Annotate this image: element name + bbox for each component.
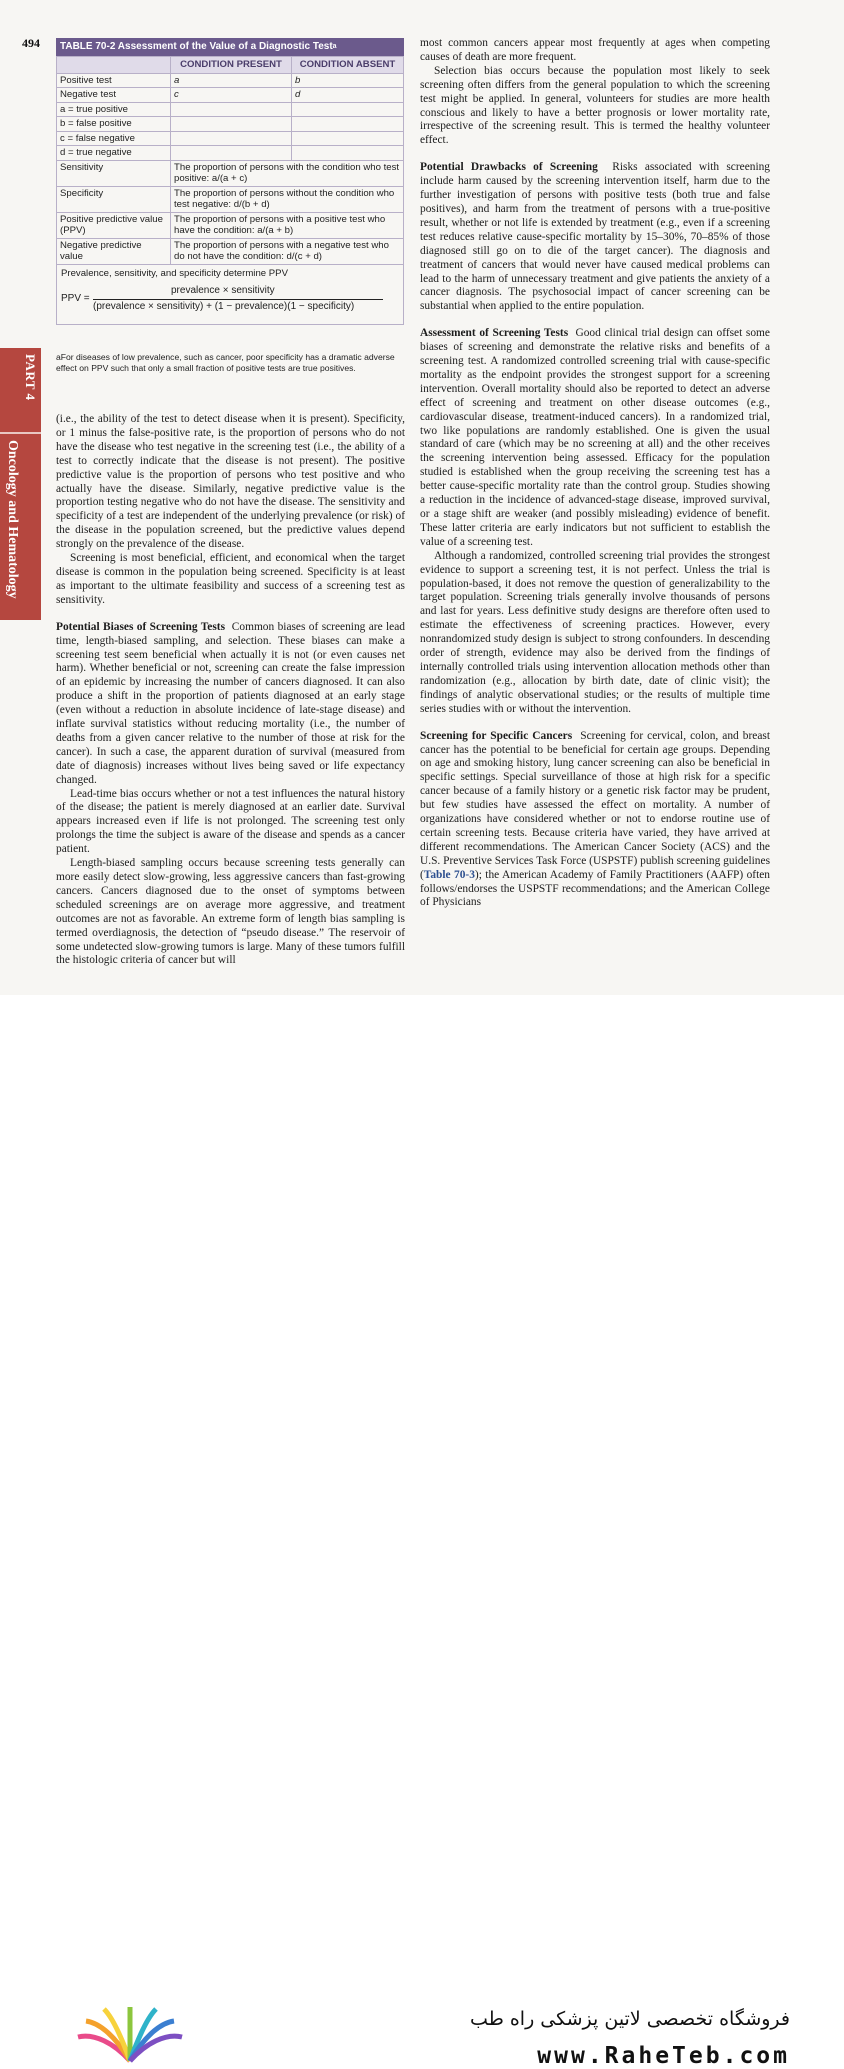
- formula-lhs: PPV =: [61, 292, 90, 304]
- section-assessment: Assessment of Screening Tests Good clinical trial design can offset some biases of screening and demonstrate the relative risks and benefits of a screening test. A randomized controlled screening trial with cause-specific mortality as the endpoint provides the strongest support for a screening intervention. Overall mortality should also be reported to detect an adverse effect of screening and treatment on other disease outcomes (e.g., cardiovascular disease, treatment-induced cancers). In a randomized trial, two like populations are randomly established. One is given the usual standard of care (which may be no screening at all) and the other receives the screening intervention being assessed. Efficacy for the population studied is established when the group receiving the screening test has a better cause-specific mortality rate than the control group. Studies showing a reduction in the incidence of advanced-stage disease, improved survival, or a stage shift are weaker (and possibly misleading) evidence of benefit. These latter criteria are early indicators but not sufficient to establish the value of a screening test.: [420, 327, 770, 548]
- part-side-tab: [0, 348, 41, 620]
- paragraph: Screening is most beneficial, efficient, and economical when the target disease is common in the population being screened. Specificity is at least as important to the ultimate feasibility and success of a screening test as sensitivity.: [56, 552, 405, 606]
- paragraph: Although a randomized, controlled screening trial provides the strongest evidence to support a screening test, it is not perfect. Unless the trial is population-based, it does not remove the question of generalizability to the target population. Screening trials generally involve thousands of persons and last for years. Less definitive study designs are therefore often used to estimate the effectiveness of screening practices. However, every nonrandomized study design is subject to strong confounders. In descending order of strength, evidence may also be derived from the findings of internally controlled trials using intervention allocation methods other than randomization (e.g., allocation by birth date, date of clinic visit); the findings of analytic observational studies; or the results of multiple time series studies with or without the intervention.: [420, 549, 770, 715]
- section-heading: Screening for Specific Cancers: [420, 729, 573, 742]
- table-row: d = true negative: [57, 146, 404, 161]
- table-header-present: CONDITION PRESENT: [171, 57, 292, 74]
- left-column: [56, 413, 405, 968]
- table-row: a = true positive: [57, 102, 404, 117]
- paragraph: (i.e., the ability of the test to detect disease when it is present). Specificity, or 1 minus the false-positive rate, is the proportion of persons who do not have the disease who test negative in the screening test (i.e., the ability of a test to correctly indicate that the disease is not present). The positive predictive value is the proportion of persons who test positive and who actually have the disease. Similarly, negative predictive value is the proportion testing negative who do not have the disease. The sensitivity and specificity of a test are independent of the underlying prevalence (or risk) of the disease in the population screened, but the predictive values depend strongly on the prevalence of the disease.: [56, 413, 405, 551]
- paragraph: Length-biased sampling occurs because screening tests generally can more easily detect slow-growing, less aggressive cancers than fast-growing cancers. Cancers diagnosed due to the onset of symptoms between scheduled screenings are on average more aggressive, and treatment outcomes are not as favorable. An extreme form of length bias sampling is termed overdiagnosis, the detection of “pseudo disease.” The reservoir of some undetected slow-growing tumors is large. Many of these tumors fulfill the histologic criteria of cancer but will: [56, 857, 405, 967]
- table-grid: [56, 56, 404, 265]
- section-drawbacks: Potential Drawbacks of Screening Risks associated with screening include harm caused by the screening intervention itself, harm due to the further investigation of persons with positive tests (both true and false positives), and harm from the treatment of persons with a true-positive result, whether or not life is extended by treatment (e.g., even if a screening test reduces relative cause-specific mortality by 15–30%, 70–85% of those diagnosed still go on to die of the target cancer). The diagnosis and treatment of cancers that would never have caused medical problems can lead to the harm of unnecessary treatment and give patients the anxiety of a cancer diagnosis. The psychosocial impact of cancer screening can be substantial when applied to the entire population.: [420, 161, 770, 313]
- side-tab-divider: [0, 432, 41, 434]
- section-heading: Potential Drawbacks of Screening: [420, 161, 598, 174]
- part-title: Oncology and Hematology: [5, 440, 20, 599]
- formula-denominator: (prevalence × sensitivity) + (1 − prevalence)(1 − specificity): [93, 300, 355, 312]
- fraction-bar: [93, 299, 383, 300]
- book-logo-icon: [74, 2003, 186, 2065]
- section-heading: Potential Biases of Screening Tests: [56, 620, 226, 633]
- paragraph: most common cancers appear most frequently at ages when competing causes of death are more frequent.: [420, 37, 770, 63]
- definition-row: Specificity The proportion of persons without the condition who test negative: d/(b + d): [57, 186, 404, 212]
- section-heading: Assessment of Screening Tests: [420, 327, 569, 340]
- definition-row: Sensitivity The proportion of persons with the condition who test positive: a/(a + c): [57, 160, 404, 186]
- right-column: [420, 37, 770, 910]
- shop-name: فروشگاه تخصصی لاتین پزشکی راه طب: [470, 2008, 790, 2030]
- table-row: Positive test a b: [57, 73, 404, 88]
- table-footnote: aFor diseases of low prevalence, such as cancer, poor specificity has a dramatic adverse effect on PPV such that only a small fraction of positive tests are true positives.: [56, 352, 395, 373]
- table-row: Negative test c d: [57, 88, 404, 103]
- page-number: 494: [22, 36, 40, 50]
- watermark-banner: [0, 995, 844, 2069]
- website: www.RaheTeb.com: [537, 2043, 790, 2069]
- table-header-absent: CONDITION ABSENT: [292, 57, 404, 74]
- paragraph: Selection bias occurs because the population most likely to seek screening often differs from the general population to which the screening test might be applied. In general, volunteers for studies are more health conscious and likely to have a better prognosis or lower mortality rate, irrespective of the screening result. This is termed the healthy volunteer effect.: [420, 64, 770, 147]
- table-70-3-link[interactable]: Table 70-3: [423, 868, 475, 881]
- ppv-formula: [61, 285, 391, 313]
- table-header-row: [57, 57, 404, 74]
- definition-row: Negative predictive value The proportion of persons with a negative test who do not have the condition: d/(c + d): [57, 238, 404, 264]
- formula-numerator: prevalence × sensitivity: [171, 284, 275, 296]
- prevalence-note: Prevalence, sensitivity, and specificity determine PPV: [61, 267, 288, 279]
- table-header-blank: [57, 57, 171, 74]
- section-specific: Screening for Specific Cancers Screening for cervical, colon, and breast cancer has the potential to be beneficial for certain age groups. Depending on age and smoking history, lung cancer screening can also be beneficial in specific settings. Special surveillance of those at high risk for a specific cancer because of a family history or a genetic risk factor may be prudent, but few studies have assessed the effect on mortality. A number of organizations have considered whether or not to endorse routine use of certain screening tests. Because criteria have varied, they have arrived at different recommendations. The American Cancer Society (ACS) and the U.S. Preventive Services Task Force (USPSTF) publish screening guidelines (Table 70-3); the American Academy of Family Practitioners (AAFP) often follows/endorses the USPSTF recommendations; and the American College of Physicians: [420, 729, 770, 909]
- paragraph: Lead-time bias occurs whether or not a test influences the natural history of the disease; the patient is merely diagnosed at an earlier date. Survival appears increased even if life is not prolonged. The screening test only prolongs the time the subject is aware of the disease and spends as a cancer patient.: [56, 787, 405, 856]
- definition-row: Positive predictive value (PPV) The proportion of persons with a positive test who have the condition: a/(a + b): [57, 212, 404, 238]
- table-title: TABLE 70-2 Assessment of the Value of a Diagnostic Test$^a$: [56, 38, 404, 56]
- table-row: c = false negative: [57, 131, 404, 146]
- table-row: b = false positive: [57, 117, 404, 132]
- ppv-formula-block: [56, 265, 404, 325]
- section-biases: Potential Biases of Screening Tests Common biases of screening are lead time, length-biased sampling, and selection. These biases can make a screening test seem beneficial when actually it is not (or even causes net harm). Whether beneficial or not, screening can create the false impression of an epidemic by increasing the number of cancers diagnosed. It can also produce a shift in the proportion of patients diagnosed at an early stage (even without a reduction in absolute incidence of late-stage disease) and inflate survival statistics without reducing mortality (i.e., the number of deaths from a given cancer relative to the number of those at risk for the cancer). In such a case, the apparent duration of survival (measured from date of diagnosis) increases without lives being saved or life expectancy changed.: [56, 620, 405, 786]
- part-label: PART 4: [23, 354, 38, 401]
- diagnostic-test-table: [56, 38, 404, 325]
- book-page: [0, 0, 844, 995]
